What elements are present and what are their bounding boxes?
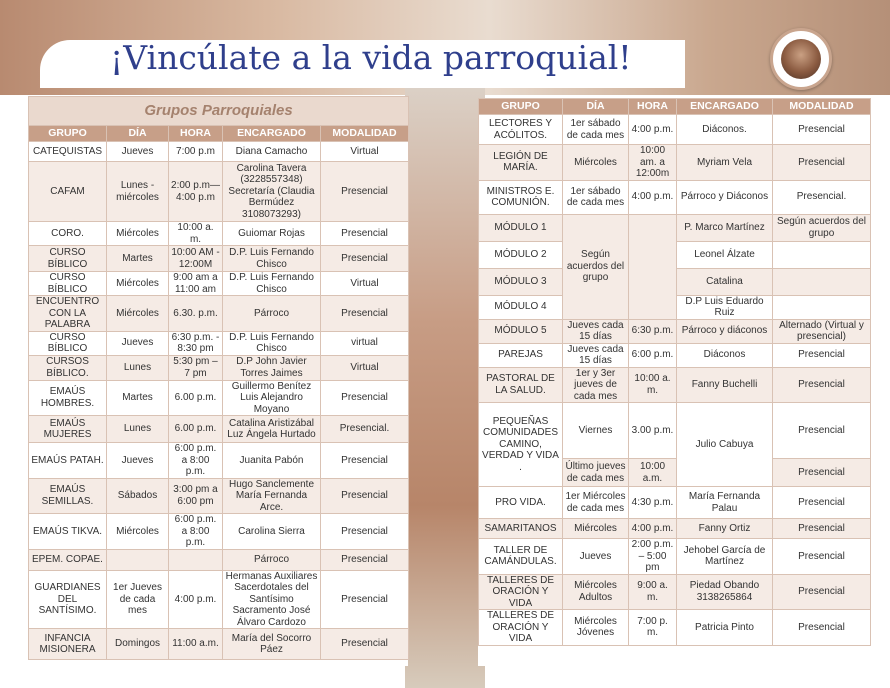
table-cell: [773, 268, 871, 295]
saint-portrait-logo: [770, 28, 832, 90]
table-cell: TALLERES DE ORACIÓN Y VIDA: [479, 610, 563, 646]
table-cell: CORO.: [29, 222, 107, 246]
table-cell: Presencial: [773, 519, 871, 539]
table-cell: Juanita Pabón: [223, 443, 321, 479]
table-cell: P. Marco Martínez: [677, 214, 773, 241]
table-cell: EPEM. COPAE.: [29, 549, 107, 570]
column-header: ENCARGADO: [223, 126, 321, 142]
left-schedule-table: [28, 96, 409, 660]
table-cell: Presencial: [773, 115, 871, 145]
table-caption: Grupos Parroquiales: [29, 97, 409, 126]
table-cell: Jueves: [107, 443, 169, 479]
table-row: [29, 355, 409, 380]
table-cell: Virtual: [321, 142, 409, 162]
table-cell: [773, 241, 871, 268]
table-cell: Párroco: [223, 549, 321, 570]
table-cell: Fanny Buchelli: [677, 367, 773, 403]
table-cell: Presencial: [321, 296, 409, 332]
table-cell: D.P Luis Eduardo Ruiz: [677, 295, 773, 319]
table-cell: 6:30 p.m.: [629, 319, 677, 343]
table-cell: LEGIÓN DE MARÍA.: [479, 145, 563, 181]
table-cell: CURSO BÍBLICO: [29, 246, 107, 272]
table-row: [29, 296, 409, 332]
table-cell: MÓDULO 3: [479, 268, 563, 295]
table-cell: 4:30 p.m.: [629, 487, 677, 519]
table-cell: [169, 549, 223, 570]
table-cell: Hugo Sanclemente María Fernanda Arce.: [223, 478, 321, 514]
table-cell: Presencial: [321, 629, 409, 660]
table-row: [479, 180, 871, 214]
table-cell: MÓDULO 4: [479, 295, 563, 319]
table-cell: MÓDULO 5: [479, 319, 563, 343]
table-cell: Alternado (Virtual y presencial): [773, 319, 871, 343]
table-cell: SAMARITANOS: [479, 519, 563, 539]
table-cell: Presencial: [773, 343, 871, 367]
table-row: [479, 487, 871, 519]
table-cell: 1er Jueves de cada mes: [107, 570, 169, 629]
table-cell: Carolina Tavera (3228557348) Secretaría (Claudia Bermúdez 3108073293): [223, 162, 321, 222]
table-row: [479, 214, 871, 241]
table-cell: Patricia Pinto: [677, 610, 773, 646]
column-header: HORA: [629, 99, 677, 115]
table-cell: Presencial: [773, 403, 871, 459]
right-schedule-table: [478, 98, 871, 646]
table-cell: GUARDIANES DEL SANTÍSIMO.: [29, 570, 107, 629]
table-row: [29, 142, 409, 162]
table-cell: Julio Cabuya: [677, 403, 773, 487]
right-schedule-panel: [478, 98, 870, 666]
table-cell: Presencial: [773, 459, 871, 487]
table-row: [479, 145, 871, 181]
table-cell: Jueves: [107, 331, 169, 355]
table-row: [479, 519, 871, 539]
table-cell: Jueves cada 15 días: [563, 319, 629, 343]
table-cell: 9:00 am a 11:00 am: [169, 272, 223, 296]
table-cell: Presencial: [321, 222, 409, 246]
table-cell: Presencial: [321, 443, 409, 479]
column-header: MODALIDAD: [773, 99, 871, 115]
table-cell: INFANCIA MISIONERA: [29, 629, 107, 660]
table-cell: PEQUEÑAS COMUNIDADES CAMINO, VERDAD Y VIDA .: [479, 403, 563, 487]
table-row: [29, 478, 409, 514]
table-cell: TALLERES DE ORACIÓN Y VIDA: [479, 574, 563, 610]
table-cell: Guillermo Benítez Luis Alejandro Moyano: [223, 380, 321, 416]
table-cell: Catalina Aristizábal Luz Ángela Hurtado: [223, 416, 321, 443]
column-header: GRUPO: [479, 99, 563, 115]
left-schedule-panel: [28, 96, 408, 666]
table-row: [29, 514, 409, 550]
table-cell: Lunes: [107, 416, 169, 443]
table-cell: Diáconos.: [677, 115, 773, 145]
table-cell: Párroco y Diáconos: [677, 180, 773, 214]
table-cell: 3:00 pm a 6:00 pm: [169, 478, 223, 514]
table-cell: 6.30. p.m.: [169, 296, 223, 332]
table-cell: 10:00 am. a 12:00m: [629, 145, 677, 181]
table-cell: 4:00 p.m.: [169, 570, 223, 629]
table-cell: Hermanas Auxiliares Sacerdotales del Santísimo Sacramento José Álvaro Cardozo: [223, 570, 321, 629]
table-cell: 4:00 p.m.: [629, 180, 677, 214]
table-cell: 6:30 p.m. - 8:30 pm: [169, 331, 223, 355]
table-cell: Carolina Sierra: [223, 514, 321, 550]
table-cell: D.P. Luis Fernando Chisco: [223, 331, 321, 355]
table-cell: 9:00 a. m.: [629, 574, 677, 610]
table-cell: Presencial: [321, 549, 409, 570]
table-cell: Presencial: [773, 367, 871, 403]
table-cell: Diáconos: [677, 343, 773, 367]
table-cell: Presencial: [773, 574, 871, 610]
table-cell: 10:00 a. m.: [629, 367, 677, 403]
table-cell: Martes: [107, 246, 169, 272]
table-cell: Presencial: [773, 145, 871, 181]
table-cell: Miércoles: [107, 272, 169, 296]
table-cell: EMAÚS SEMILLAS.: [29, 478, 107, 514]
column-header: MODALIDAD: [321, 126, 409, 142]
table-cell: CATEQUISTAS: [29, 142, 107, 162]
table-cell: Jueves: [563, 539, 629, 575]
table-cell: 6:00 p.m.: [629, 343, 677, 367]
table-cell: Último jueves de cada mes: [563, 459, 629, 487]
table-cell: Guiomar Rojas: [223, 222, 321, 246]
table-row: [29, 443, 409, 479]
table-cell: Párroco: [223, 296, 321, 332]
table-cell: 7:00 p. m.: [629, 610, 677, 646]
table-cell: CURSO BÍBLICO: [29, 272, 107, 296]
background-church-photo: [405, 80, 485, 688]
table-cell: Presencial: [773, 610, 871, 646]
table-cell: Jueves cada 15 días: [563, 343, 629, 367]
table-row: [479, 574, 871, 610]
table-row: [29, 570, 409, 629]
table-row: [29, 222, 409, 246]
table-cell: EMAÚS HOMBRES.: [29, 380, 107, 416]
table-cell: 1er sábado de cada mes: [563, 115, 629, 145]
table-cell: D.P. Luis Fernando Chisco: [223, 272, 321, 296]
table-cell: 4:00 p.m.: [629, 115, 677, 145]
table-cell: Jueves: [107, 142, 169, 162]
column-header: HORA: [169, 126, 223, 142]
portrait-face: [781, 39, 821, 79]
table-cell: Diana Camacho: [223, 142, 321, 162]
table-cell: Presencial.: [321, 416, 409, 443]
table-cell: 1er y 3er jueves de cada mes: [563, 367, 629, 403]
table-row: [479, 539, 871, 575]
table-cell: virtual: [321, 331, 409, 355]
table-row: [479, 319, 871, 343]
table-row: [479, 115, 871, 145]
table-cell: CURSOS BÍBLICO.: [29, 355, 107, 380]
table-cell: María Fernanda Palau: [677, 487, 773, 519]
table-cell: 2:00 p.m. – 5:00 pm: [629, 539, 677, 575]
table-cell: Miércoles: [107, 514, 169, 550]
column-header: DÍA: [563, 99, 629, 115]
table-cell: Sábados: [107, 478, 169, 514]
table-row: [29, 246, 409, 272]
table-cell: Presencial: [321, 162, 409, 222]
table-cell: 5:30 pm – 7 pm: [169, 355, 223, 380]
table-row: [479, 367, 871, 403]
table-cell: MINISTROS E. COMUNIÓN.: [479, 180, 563, 214]
page-title: ¡Vincúlate a la vida parroquial!: [110, 38, 632, 77]
table-row: [479, 610, 871, 646]
table-cell: EMAÚS PATAH.: [29, 443, 107, 479]
table-cell: [107, 549, 169, 570]
column-header: DÍA: [107, 126, 169, 142]
table-cell: [773, 295, 871, 319]
table-cell: 10:00 a. m.: [169, 222, 223, 246]
table-cell: PRO VIDA.: [479, 487, 563, 519]
table-cell: Catalina: [677, 268, 773, 295]
table-cell: 3.00 p.m.: [629, 403, 677, 459]
table-cell: Presencial: [321, 478, 409, 514]
table-cell: Según acuerdos del grupo: [773, 214, 871, 241]
table-cell: Piedad Obando 3138265864: [677, 574, 773, 610]
table-cell: Virtual: [321, 272, 409, 296]
table-row: [479, 403, 871, 459]
table-cell: PASTORAL DE LA SALUD.: [479, 367, 563, 403]
table-cell: Presencial: [321, 570, 409, 629]
table-row: [29, 629, 409, 660]
table-cell: Presencial.: [773, 180, 871, 214]
table-cell: Leonel Álzate: [677, 241, 773, 268]
table-cell: 1er sábado de cada mes: [563, 180, 629, 214]
table-row: [29, 549, 409, 570]
table-cell: EMAÚS MUJERES: [29, 416, 107, 443]
table-cell: [629, 214, 677, 319]
table-cell: Lunes - miércoles: [107, 162, 169, 222]
table-row: [29, 162, 409, 222]
table-cell: TALLER DE CAMÁNDULAS.: [479, 539, 563, 575]
table-cell: CURSO BÍBLICO: [29, 331, 107, 355]
table-cell: 6.00 p.m.: [169, 380, 223, 416]
table-cell: Presencial: [773, 487, 871, 519]
table-cell: 6:00 p.m. a 8:00 p.m.: [169, 443, 223, 479]
column-header: ENCARGADO: [677, 99, 773, 115]
table-cell: ENCUENTRO CON LA PALABRA: [29, 296, 107, 332]
table-cell: 7:00 p.m: [169, 142, 223, 162]
table-cell: 10:00 AM - 12:00M: [169, 246, 223, 272]
table-cell: Párroco y diáconos: [677, 319, 773, 343]
table-cell: Lunes: [107, 355, 169, 380]
table-cell: Myriam Vela: [677, 145, 773, 181]
table-row: [29, 331, 409, 355]
table-cell: Presencial: [321, 380, 409, 416]
table-cell: Presencial: [773, 539, 871, 575]
table-cell: Miércoles: [107, 222, 169, 246]
table-cell: Virtual: [321, 355, 409, 380]
table-row: [29, 380, 409, 416]
table-cell: Martes: [107, 380, 169, 416]
table-cell: Presencial: [321, 246, 409, 272]
table-cell: Miércoles: [563, 519, 629, 539]
column-header: GRUPO: [29, 126, 107, 142]
table-cell: CAFAM: [29, 162, 107, 222]
table-cell: MÓDULO 1: [479, 214, 563, 241]
table-cell: Presencial: [321, 514, 409, 550]
table-cell: Viernes: [563, 403, 629, 459]
table-cell: Miércoles Adultos: [563, 574, 629, 610]
table-cell: EMAÚS TIKVA.: [29, 514, 107, 550]
table-cell: Fanny Ortiz: [677, 519, 773, 539]
table-cell: 11:00 a.m.: [169, 629, 223, 660]
table-row: [29, 272, 409, 296]
table-cell: Domingos: [107, 629, 169, 660]
table-cell: Miércoles: [563, 145, 629, 181]
table-cell: Según acuerdos del grupo: [563, 214, 629, 319]
table-cell: 2:00 p.m— 4:00 p.m: [169, 162, 223, 222]
table-row: [479, 343, 871, 367]
table-cell: D.P. Luis Fernando Chisco: [223, 246, 321, 272]
table-cell: MÓDULO 2: [479, 241, 563, 268]
table-cell: 4:00 p.m.: [629, 519, 677, 539]
table-cell: 6.00 p.m.: [169, 416, 223, 443]
table-cell: 1er Miércoles de cada mes: [563, 487, 629, 519]
table-cell: Miércoles Jóvenes: [563, 610, 629, 646]
table-cell: 10:00 a.m.: [629, 459, 677, 487]
table-cell: Jehobel García de Martínez: [677, 539, 773, 575]
table-cell: PAREJAS: [479, 343, 563, 367]
table-cell: 6:00 p.m. a 8:00 p.m.: [169, 514, 223, 550]
table-cell: María del Socorro Páez: [223, 629, 321, 660]
table-cell: D.P John Javier Torres Jaimes: [223, 355, 321, 380]
table-cell: Miércoles: [107, 296, 169, 332]
table-cell: LECTORES Y ACÓLITOS.: [479, 115, 563, 145]
table-row: [29, 416, 409, 443]
